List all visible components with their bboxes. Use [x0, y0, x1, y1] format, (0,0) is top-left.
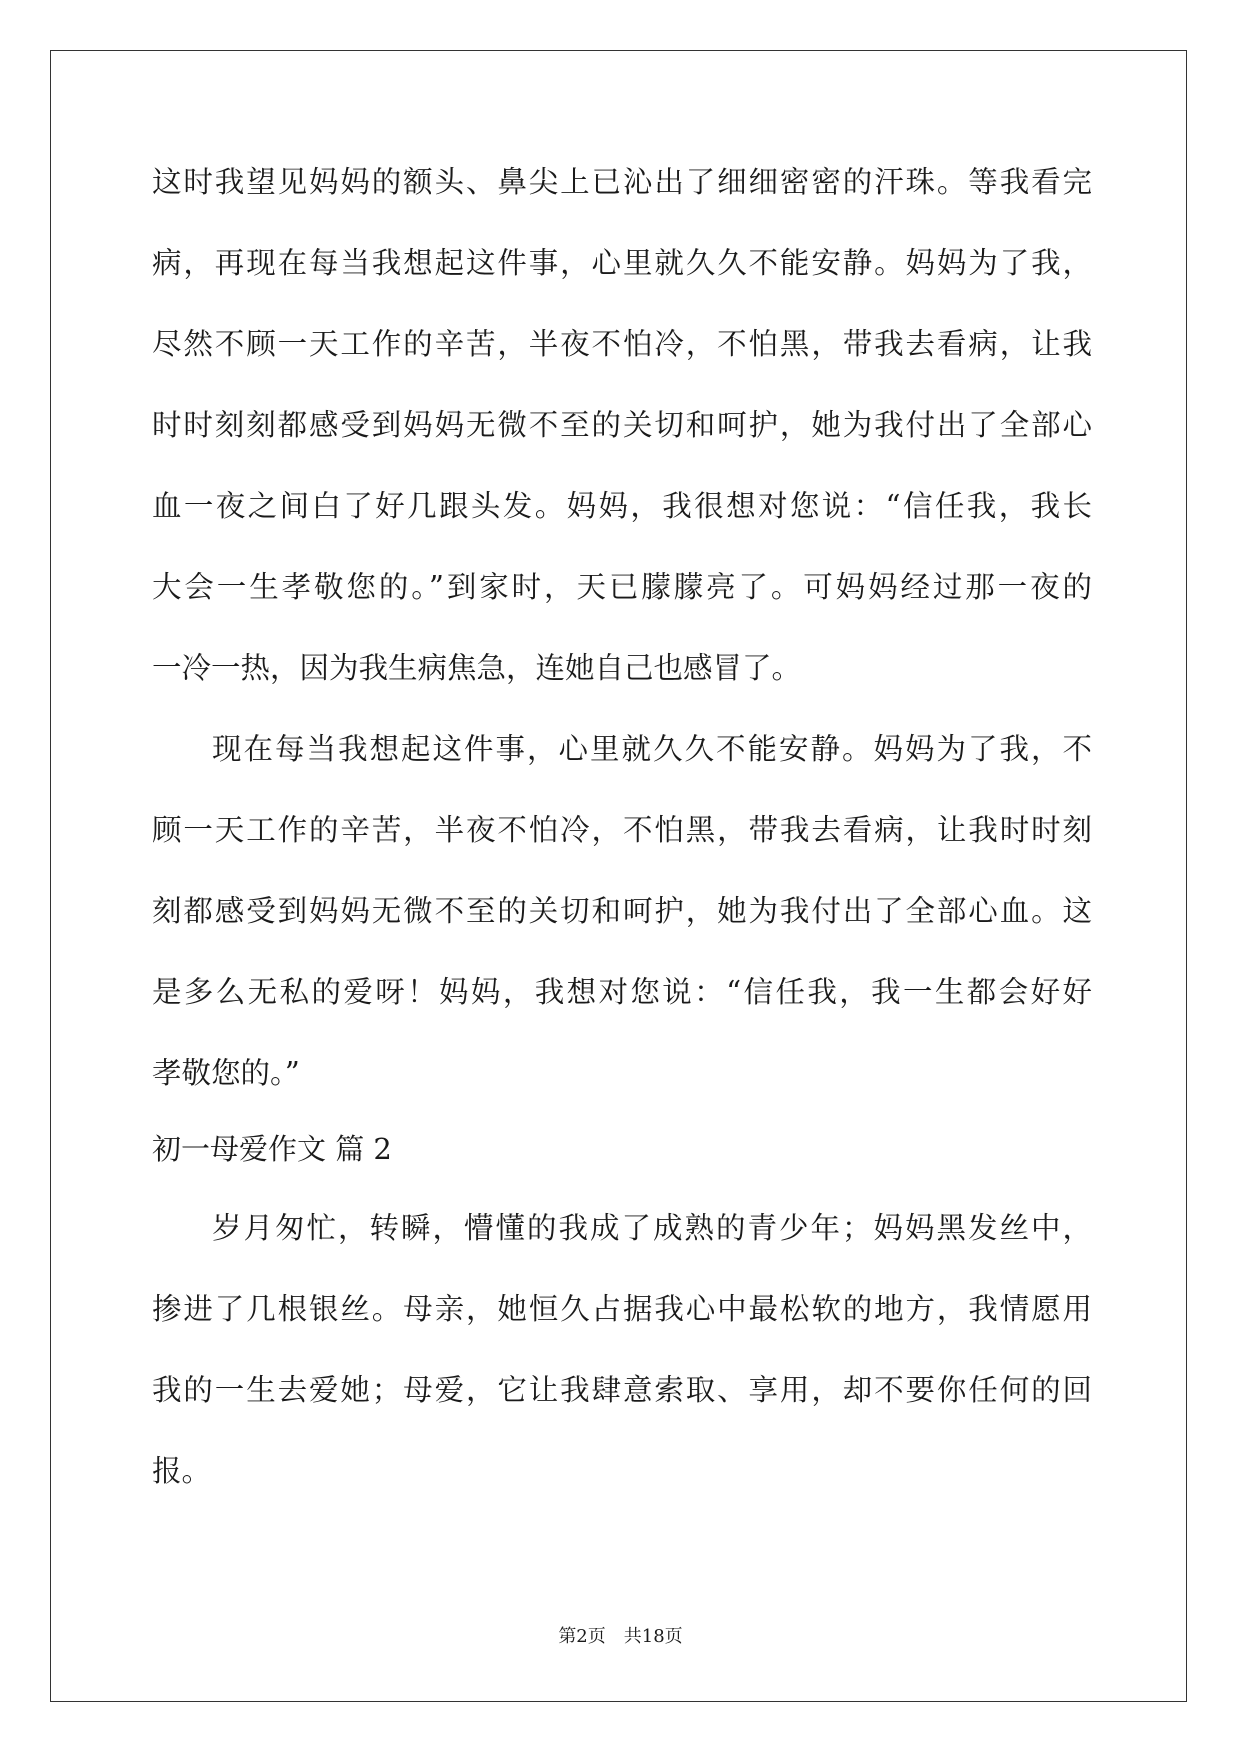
text-line: 一冷一热，因为我生病焦急，连她自己也感冒了。: [152, 651, 802, 685]
text-line: 掺进了几根银丝。母亲，她恒久占据我心中最松软的地方，我情愿用: [152, 1292, 1092, 1326]
text-line: 刻都感受到妈妈无微不至的关切和呵护，她为我付出了全部心血。这: [152, 894, 1092, 928]
section-heading: 初一母爱作文 篇 2: [152, 1132, 392, 1166]
page-number: 第2页: [558, 1626, 606, 1647]
text-line: 这时我望见妈妈的额头、鼻尖上已沁出了细细密密的汗珠。等我看完: [152, 165, 1092, 199]
text-line: 大会一生孝敬您的。”到家时，天已朦朦亮了。可妈妈经过那一夜的: [152, 570, 1092, 604]
text-line: 顾一天工作的辛苦，半夜不怕冷，不怕黑，带我去看病，让我时时刻: [152, 813, 1092, 847]
paragraph-first-line: 岁月匆忙，转瞬，懵懂的我成了成熟的青少年；妈妈黑发丝中，: [212, 1211, 1092, 1245]
text-line: 报。: [152, 1454, 212, 1488]
text-line: 孝敬您的。”: [152, 1056, 300, 1090]
paragraph-first-line: 现在每当我想起这件事，心里就久久不能安静。妈妈为了我，不: [212, 732, 1092, 766]
text-line: 时时刻刻都感受到妈妈无微不至的关切和呵护，她为我付出了全部心: [152, 408, 1092, 442]
text-line: 病，再现在每当我想起这件事，心里就久久不能安静。妈妈为了我，: [152, 246, 1092, 280]
page-footer: [0, 1622, 1241, 1652]
text-line: 血一夜之间白了好几跟头发。妈妈，我很想对您说：“信任我，我长: [152, 489, 1092, 523]
text-line: 尽然不顾一天工作的辛苦，半夜不怕冷，不怕黑，带我去看病，让我: [152, 327, 1092, 361]
text-line: 我的一生去爱她；母爱，它让我肆意索取、享用，却不要你任何的回: [152, 1373, 1092, 1407]
text-line: 是多么无私的爱呀！妈妈，我想对您说：“信任我，我一生都会好好: [152, 975, 1092, 1009]
page-total: 共18页: [623, 1626, 683, 1647]
